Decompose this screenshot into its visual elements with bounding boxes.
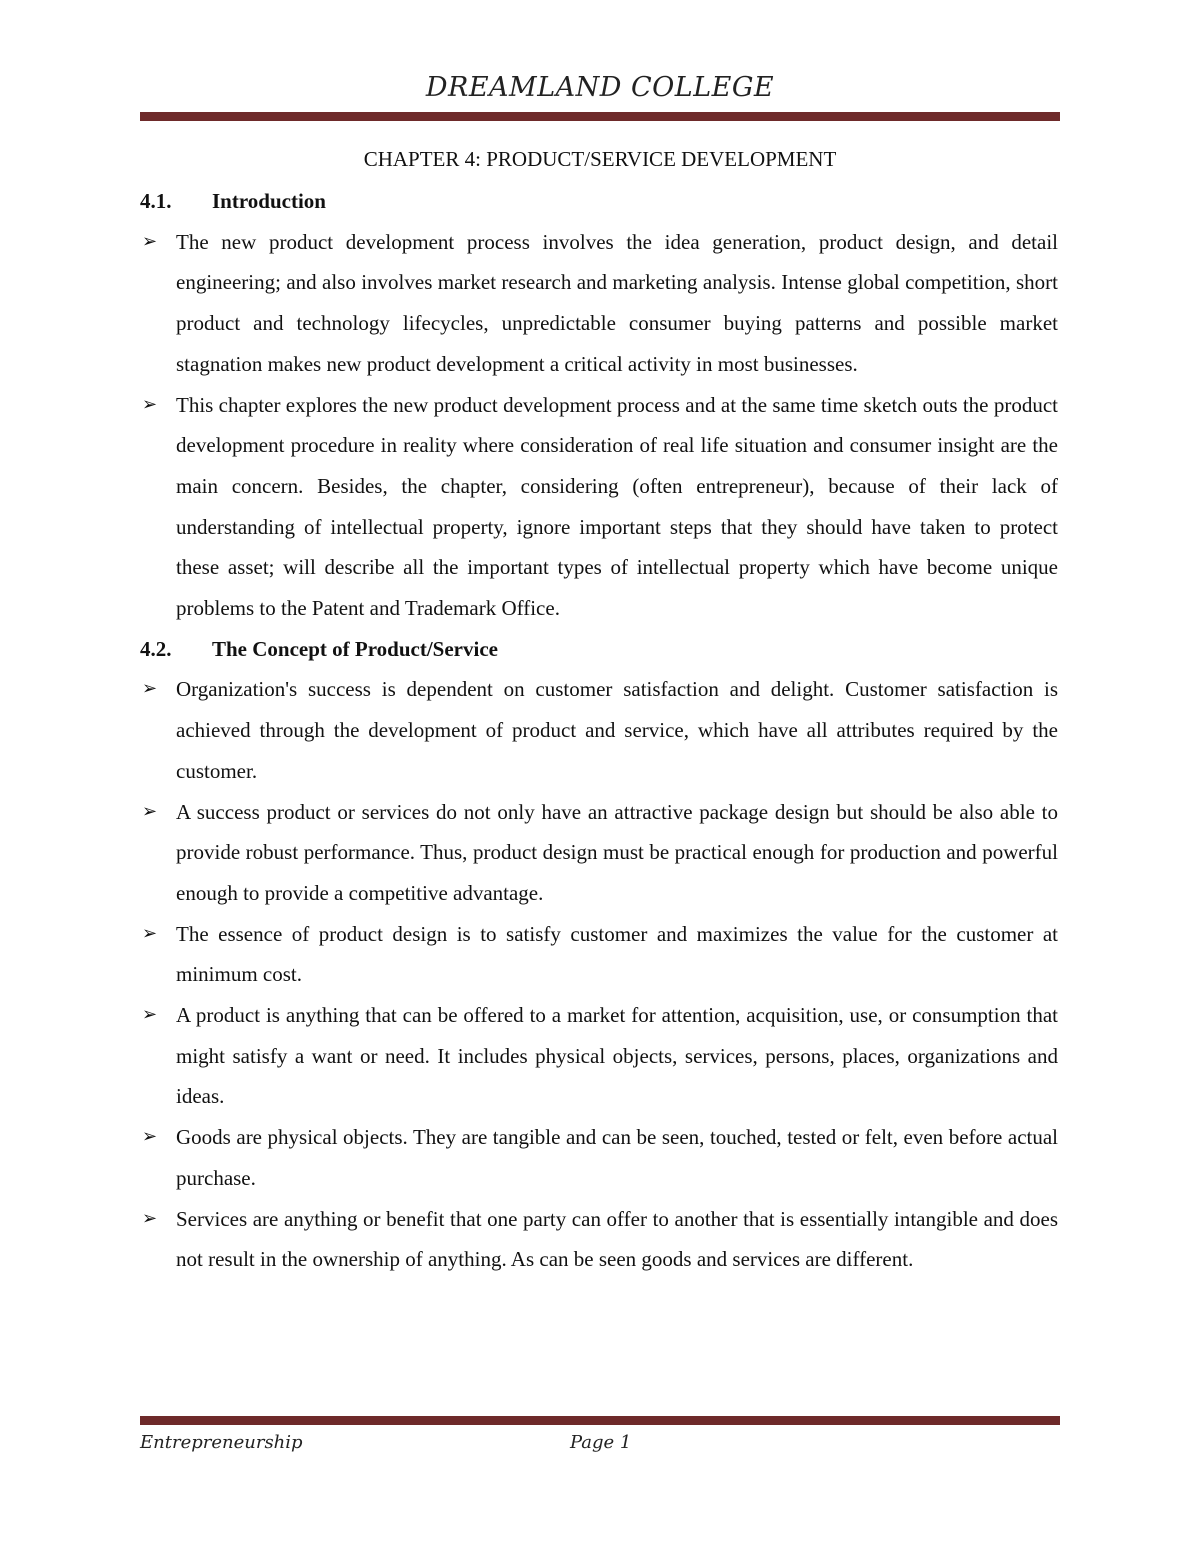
list-item — [140, 669, 1058, 791]
page-header-title: DREAMLAND COLLEGE — [425, 72, 775, 103]
arrowhead-bullet-icon: ➢ — [142, 1207, 158, 1229]
arrowhead-bullet-icon: ➢ — [142, 1126, 158, 1148]
list-item-text: Organization's success is dependent on customer satisfaction and delight. Customer satisfaction is achieved through the development of product and service, which have all attributes required by the customer. — [176, 677, 1058, 783]
list-item-text: Goods are physical objects. They are tangible and can be seen, touched, tested or felt, even before actual purchase. — [176, 1125, 1058, 1190]
section-heading — [140, 181, 1058, 222]
list-item-text: This chapter explores the new product development process and at the same time sketch outs the product development procedure in reality where consideration of real life situation and consumer insight are the main concern. Besides, the chapter, considering (often entrepreneur), because of their lack of understanding of intellectual property, ignore important steps that they should have taken to protect these asset; will describe all the important types of intellectual property which have become unique problems to the Patent and Trademark Office. — [176, 392, 1058, 621]
section-title: The Concept of Product/Service — [212, 636, 498, 661]
list-item-text: Services are anything or benefit that one party can offer to another that is essentially intangible and does not result in the ownership of anything. As can be seen goods and services are different. — [176, 1206, 1058, 1272]
arrowhead-bullet-icon: ➢ — [142, 922, 158, 944]
list-item — [140, 914, 1058, 995]
chapter-title: CHAPTER 4: PRODUCT/SERVICE DEVELOPMENT — [363, 147, 837, 171]
section-heading — [140, 629, 1058, 670]
section-number: 4.1. — [140, 189, 172, 213]
footer-subject: Entrepreneurship — [140, 1432, 303, 1453]
list-item — [140, 792, 1058, 914]
section-concept — [140, 629, 1058, 1280]
list-item-text: A product is anything that can be offered to a market for attention, acquisition, use, or consumption that might satisfy a want or need. It includes physical objects, services, persons, places, organizations and ideas. — [176, 1003, 1058, 1109]
list-item — [140, 995, 1058, 1117]
list-item — [140, 1199, 1058, 1280]
arrowhead-bullet-icon: ➢ — [142, 1004, 158, 1026]
list-item-text: A success product or services do not only have an attractive package design but should be also able to provide robust performance. Thus, product design must be practical enough for production and powerful enough to provide a competitive advantage. — [176, 799, 1058, 905]
list-item-text: The essence of product design is to satisfy customer and maximizes the value for the customer at minimum cost. — [176, 921, 1058, 987]
section-introduction — [140, 181, 1058, 629]
page-number: Page 1 — [570, 1432, 632, 1453]
arrowhead-bullet-icon: ➢ — [142, 800, 158, 822]
document-body — [140, 181, 1058, 1280]
footer-rule — [140, 1416, 1060, 1425]
section-title: Introduction — [212, 189, 326, 213]
list-item-text: The new product development process involves the idea generation, product design, and detail engineering; and also involves market research and marketing analysis. Intense global competition, short product and technology lifecycles, unpredictable consumer buying patterns and possible market stagnation makes new product development a critical activity in most businesses. — [176, 229, 1058, 376]
list-item — [140, 385, 1058, 629]
arrowhead-bullet-icon: ➢ — [142, 393, 158, 415]
header-rule — [140, 112, 1060, 121]
list-item — [140, 1117, 1058, 1198]
section-number: 4.2. — [140, 636, 172, 661]
arrowhead-bullet-icon: ➢ — [142, 230, 158, 252]
list-item — [140, 222, 1058, 385]
arrowhead-bullet-icon: ➢ — [142, 678, 158, 700]
